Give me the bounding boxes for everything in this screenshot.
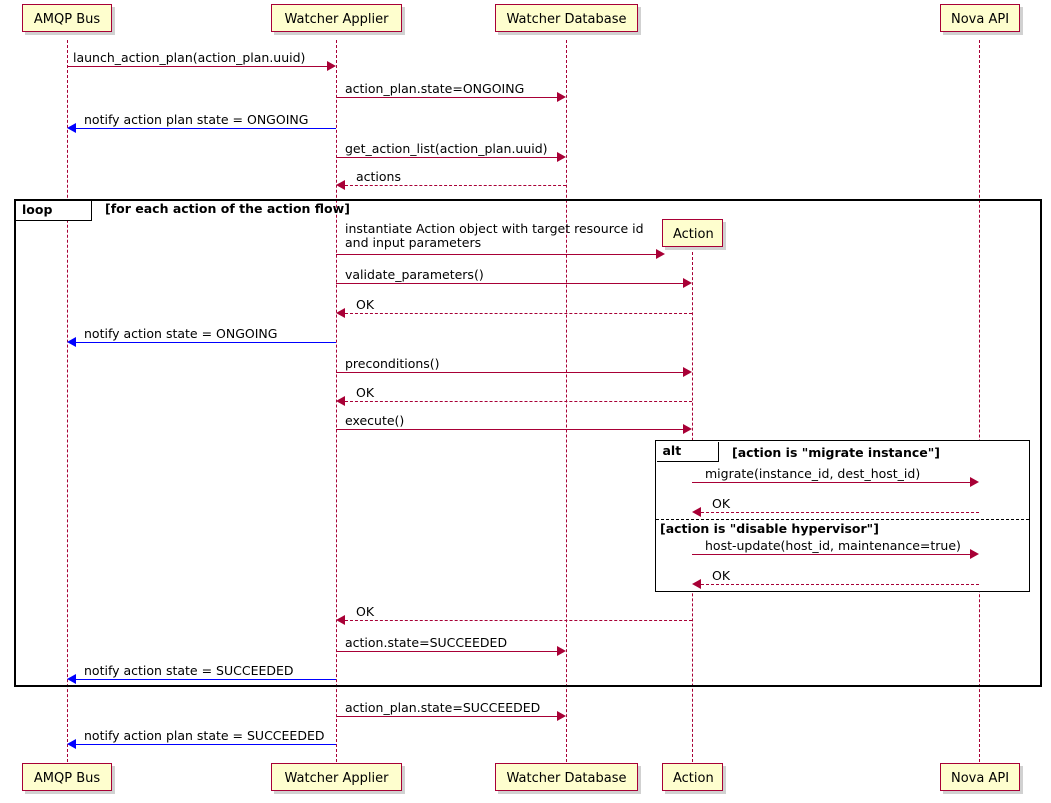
message-label: action_plan.state=ONGOING xyxy=(345,81,525,96)
message-arrow xyxy=(345,313,692,314)
message-arrow xyxy=(345,185,566,186)
message-arrow xyxy=(336,429,683,430)
arrowhead-left-icon xyxy=(67,739,76,749)
arrowhead-right-icon xyxy=(683,424,692,434)
participant-action-bottom[interactable]: Action xyxy=(662,763,723,791)
message-arrow xyxy=(701,512,979,513)
message-label: OK xyxy=(712,568,731,583)
arrowhead-right-icon xyxy=(557,152,566,162)
message-arrow xyxy=(76,744,336,745)
message-arrow xyxy=(692,482,970,483)
loop-fragment-guard: [for each action of the action flow] xyxy=(105,201,350,216)
message-arrow xyxy=(336,716,557,717)
participant-amqp-bottom[interactable]: AMQP Bus xyxy=(22,763,112,791)
message-label: OK xyxy=(712,496,731,511)
arrowhead-right-icon xyxy=(557,646,566,656)
message-label: execute() xyxy=(345,413,405,428)
alt-fragment-else-guard: [action is "disable hypervisor"] xyxy=(660,521,879,536)
message-arrow xyxy=(692,554,970,555)
arrowhead-right-icon xyxy=(683,278,692,288)
message-label: notify action state = ONGOING xyxy=(84,326,278,341)
message-arrow xyxy=(336,651,557,652)
message-label: get_action_list(action_plan.uuid) xyxy=(345,141,548,156)
arrowhead-left-icon xyxy=(336,615,345,625)
message-label: launch_action_plan(action_plan.uuid) xyxy=(73,50,306,65)
message-label: notify action plan state = ONGOING xyxy=(84,112,309,127)
message-arrow xyxy=(76,128,336,129)
participant-amqp-top[interactable]: AMQP Bus xyxy=(22,4,112,32)
message-arrow xyxy=(336,372,683,373)
alt-fragment-guard: [action is "migrate instance"] xyxy=(732,445,940,460)
participant-applier-top[interactable]: Watcher Applier xyxy=(271,4,402,32)
participant-database-bottom[interactable]: Watcher Database xyxy=(495,763,638,791)
message-label: migrate(instance_id, dest_host_id) xyxy=(705,466,921,481)
arrowhead-left-icon xyxy=(67,674,76,684)
participant-database-top[interactable]: Watcher Database xyxy=(495,4,638,32)
alt-fragment-operator: alt xyxy=(657,442,719,462)
arrowhead-left-icon xyxy=(336,180,345,190)
message-arrow xyxy=(76,342,336,343)
message-label: OK xyxy=(356,297,375,312)
message-label: action.state=SUCCEEDED xyxy=(345,635,508,650)
message-label: preconditions() xyxy=(345,356,440,371)
message-arrow xyxy=(336,283,683,284)
arrowhead-left-icon xyxy=(692,579,701,589)
arrowhead-left-icon xyxy=(336,308,345,318)
arrowhead-left-icon xyxy=(692,507,701,517)
arrowhead-right-icon xyxy=(557,711,566,721)
participant-applier-bottom[interactable]: Watcher Applier xyxy=(271,763,402,791)
participant-nova-bottom[interactable]: Nova API xyxy=(940,763,1020,791)
message-label: notify action plan state = SUCCEEDED xyxy=(84,728,325,743)
message-arrow xyxy=(336,97,557,98)
message-label: OK xyxy=(356,604,375,619)
message-arrow xyxy=(345,401,692,402)
message-arrow xyxy=(67,66,327,67)
message-arrow xyxy=(345,620,692,621)
message-arrow xyxy=(336,254,656,255)
arrowhead-right-icon xyxy=(327,61,336,71)
message-label: OK xyxy=(356,385,375,400)
message-arrow xyxy=(76,679,336,680)
participant-nova-top[interactable]: Nova API xyxy=(940,4,1020,32)
participant-action-top[interactable]: Action xyxy=(662,219,723,247)
message-arrow xyxy=(336,157,557,158)
arrowhead-right-icon xyxy=(557,92,566,102)
message-arrow xyxy=(701,584,979,585)
arrowhead-right-icon xyxy=(656,249,665,259)
arrowhead-right-icon xyxy=(970,549,979,559)
arrowhead-left-icon xyxy=(336,396,345,406)
message-label: host-update(host_id, maintenance=true) xyxy=(705,538,961,553)
arrowhead-right-icon xyxy=(970,477,979,487)
arrowhead-left-icon xyxy=(67,123,76,133)
alt-fragment-divider xyxy=(656,519,1029,520)
message-label: action_plan.state=SUCCEEDED xyxy=(345,700,541,715)
message-label: validate_parameters() xyxy=(345,267,484,282)
message-label: instantiate Action object with target resource id and input parameters xyxy=(345,221,644,250)
arrowhead-right-icon xyxy=(683,367,692,377)
message-label: actions xyxy=(356,169,401,184)
loop-fragment-operator: loop xyxy=(16,201,92,221)
message-label: notify action state = SUCCEEDED xyxy=(84,663,294,678)
arrowhead-left-icon xyxy=(67,337,76,347)
